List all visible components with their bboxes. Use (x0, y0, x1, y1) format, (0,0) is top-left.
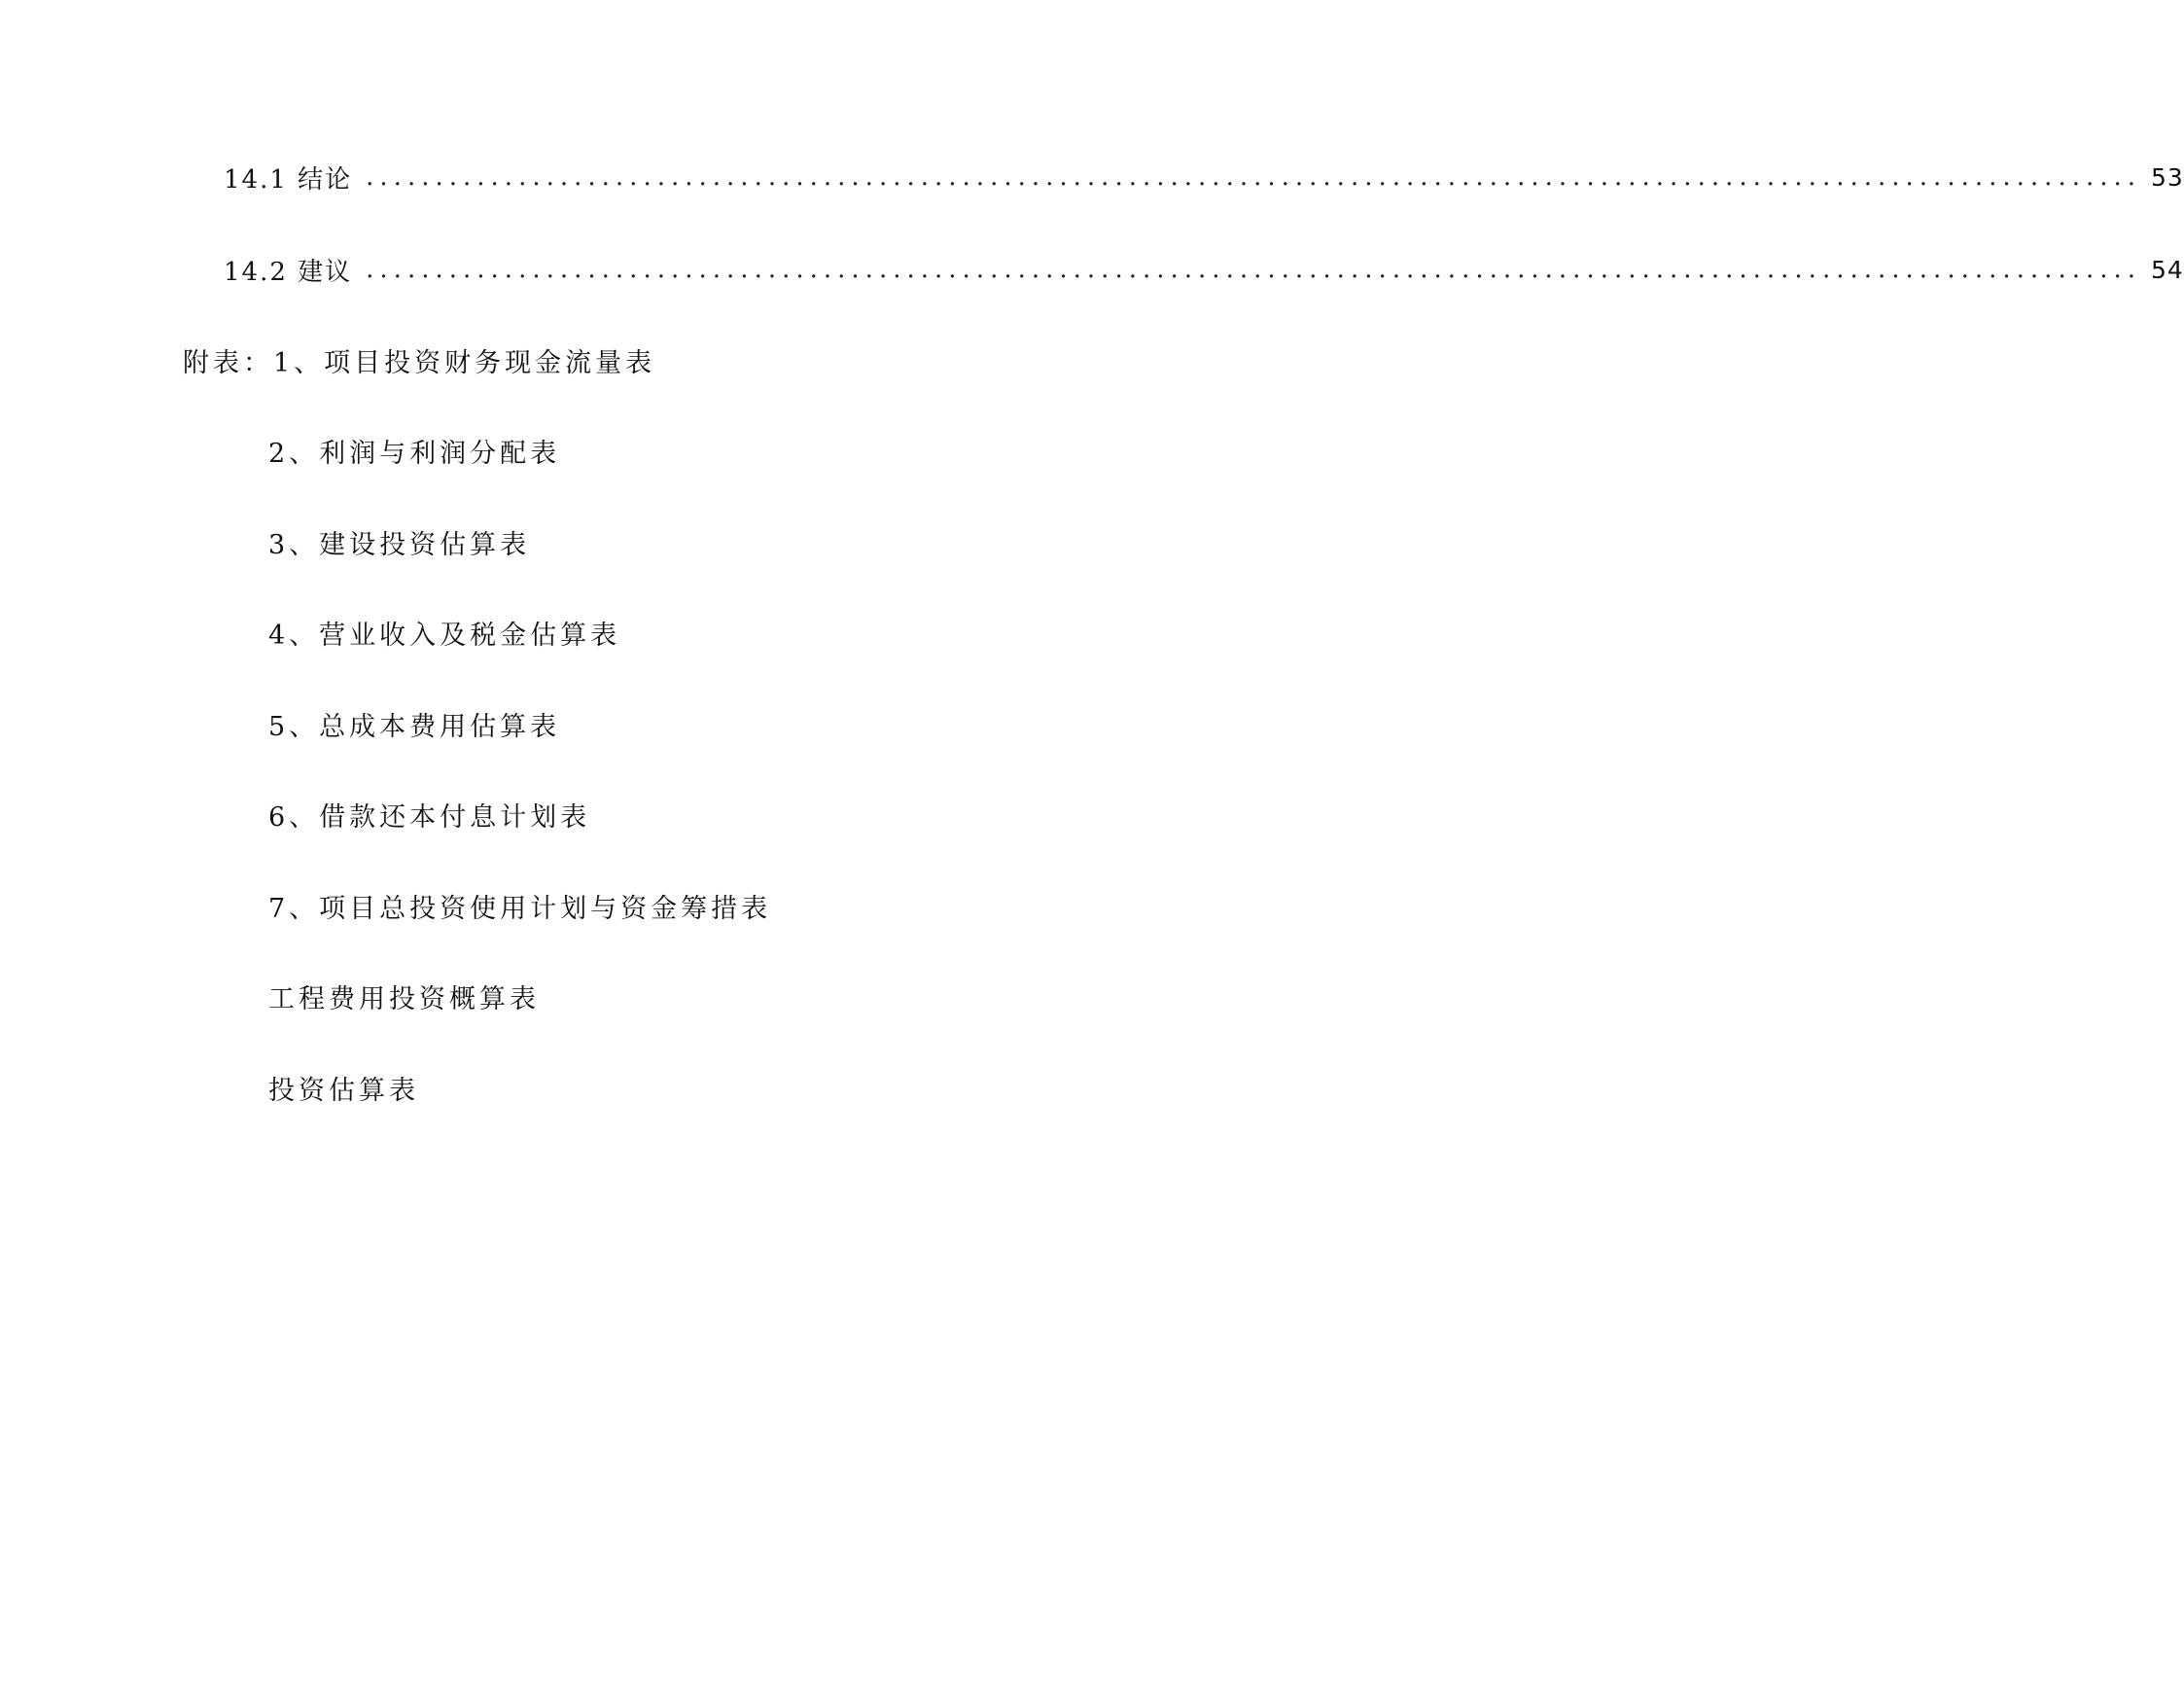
appendix-item: 3、建设投资估算表 (268, 529, 531, 560)
toc-leader-dots: ................................................................................................................................ (366, 255, 2142, 284)
appendix-item: 1、项目投资财务现金流量表 (273, 347, 656, 378)
appendix-item: 5、总成本费用估算表 (268, 711, 561, 742)
appendix-item: 2、利润与利润分配表 (268, 438, 561, 469)
toc-entry-label: 14.1 结论 (224, 164, 353, 195)
toc-entry-label: 14.2 建议 (224, 257, 353, 287)
appendix-heading-row (183, 340, 655, 379)
appendix-item: 工程费用投资概算表 (268, 983, 540, 1014)
appendix-item: 4、营业收入及税金估算表 (268, 620, 621, 651)
toc-leader-dots: ................................................................................................................................ (366, 162, 2142, 192)
toc-entry-14-1[interactable] (224, 158, 2184, 196)
appendix-item: 6、借款还本付息计划表 (268, 801, 591, 833)
appendix-heading: 附表： (183, 347, 273, 378)
appendix-item: 投资估算表 (268, 1075, 419, 1106)
toc-entry-page: 53 (2151, 162, 2184, 192)
toc-entry-page: 54 (2151, 255, 2184, 284)
appendix-item: 7、项目总投资使用计划与资金筹措表 (268, 893, 772, 924)
toc-entry-14-2[interactable] (224, 250, 2184, 289)
